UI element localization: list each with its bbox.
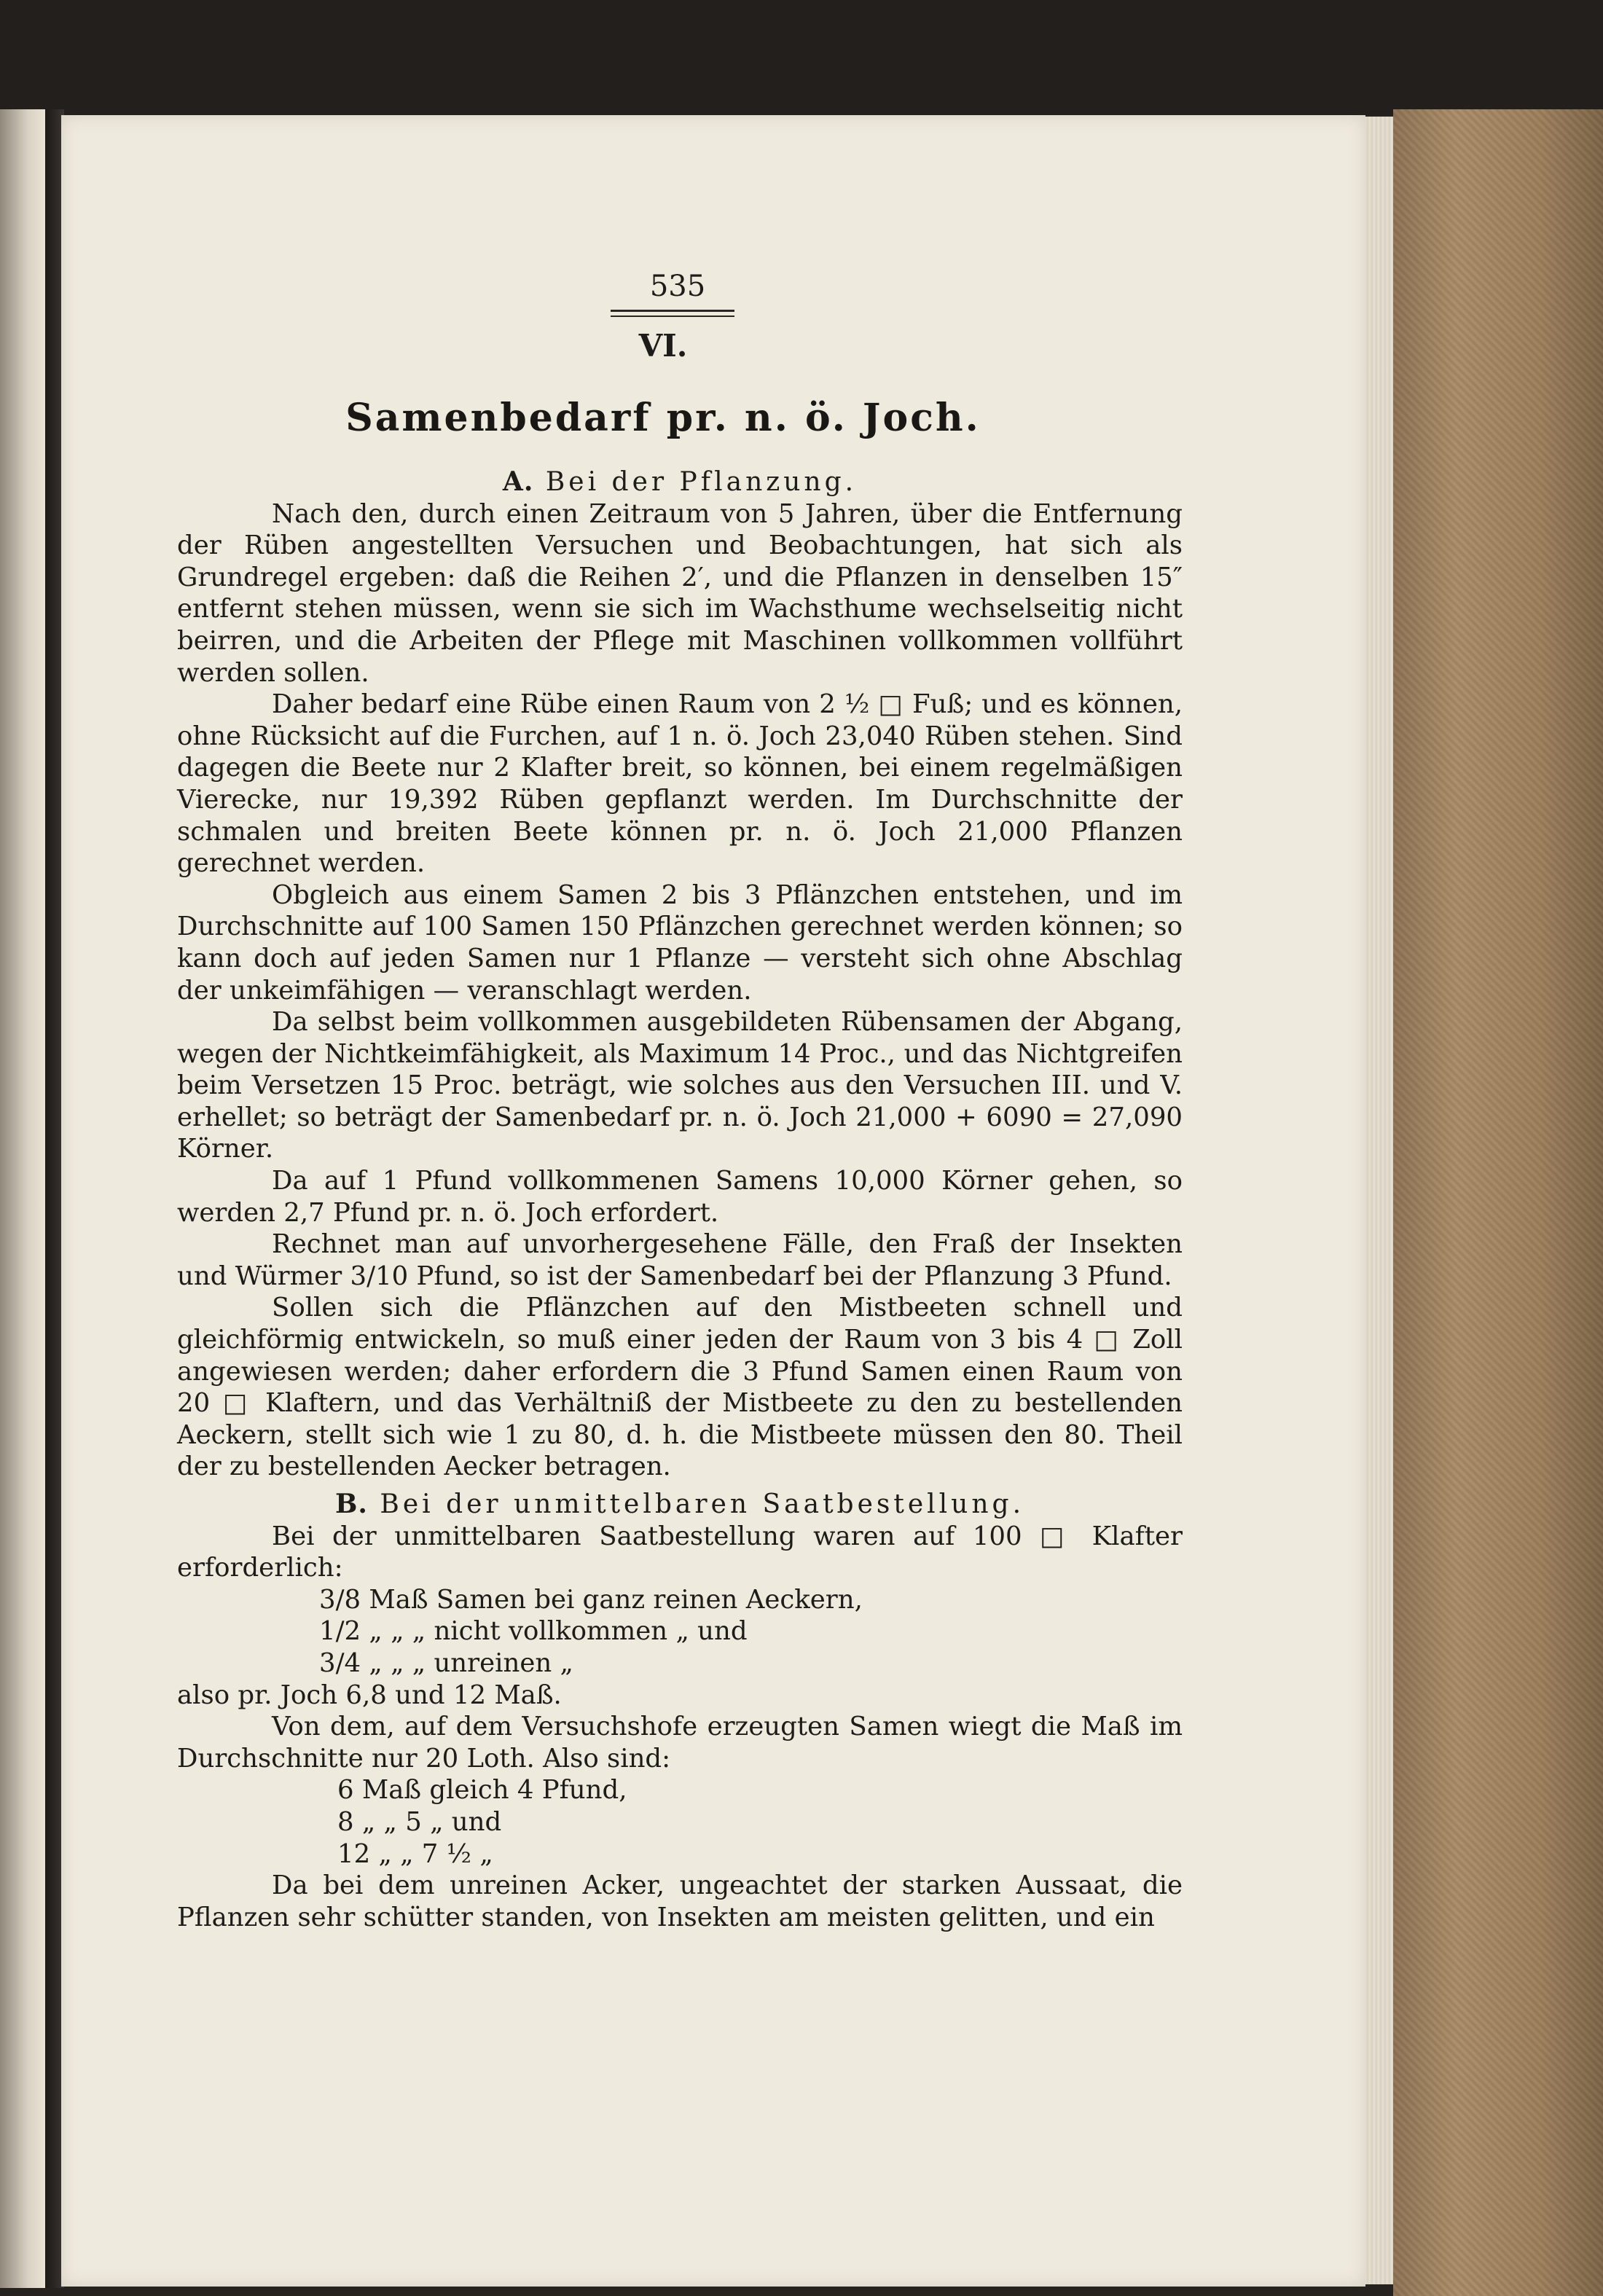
section-b-heading bbox=[177, 1489, 1183, 1521]
list-item: 12 „ „ 7 ½ „ bbox=[337, 1838, 493, 1869]
list-item: 3/8 Maß Samen bei ganz reinen Aeckern, bbox=[319, 1584, 863, 1615]
paragraph: Sollen sich die Pflänzchen auf den Mistbeeten schnell und gleichförmig entwickeln, so muß einer jeden der Raum von 3 bis 4 □ Zoll angewiesen werden; daher erfordern die 3 Pfund Samen einen Raum von 20 □ Klaftern, und das Verhältniß der Mistbeete zu den zu bestellenden Aeckern, stellt sich wie 1 zu 80, d. h. die Mistbeete müssen den 80. Theil der zu bestellenden Aecker betragen. bbox=[177, 1293, 1183, 1482]
page-title: Samenbedarf pr. n. ö. Joch. bbox=[345, 396, 981, 440]
section-a-marker: A. bbox=[502, 466, 534, 497]
list-item: 6 Maß gleich 4 Pfund, bbox=[337, 1775, 627, 1806]
section-a-heading bbox=[177, 466, 1183, 498]
text-body bbox=[177, 466, 1183, 1933]
page-number: 535 bbox=[649, 270, 706, 303]
paragraph: also pr. Joch 6,8 und 12 Maß. bbox=[177, 1680, 562, 1710]
paragraph: Obgleich aus einem Samen 2 bis 3 Pflänzchen entstehen, und im Durchschnitte auf 100 Samen 150 Pflänzchen gerechnet werden können; so kann doch auf jeden Samen nur 1 Pflanze — versteht sich ohne Abschlag der unkeimfähigen — veranschlagt werden. bbox=[177, 879, 1183, 1006]
section-b-marker: B. bbox=[334, 1489, 368, 1519]
list-item: 8 „ „ 5 „ und bbox=[337, 1806, 502, 1837]
section-a-title: Bei der Pflanzung. bbox=[545, 467, 858, 497]
section-b-title: Bei der unmittelbaren Saatbestellung. bbox=[380, 1489, 1025, 1519]
paragraph: Da selbst beim vollkommen ausgebildeten Rübensamen der Abgang, wegen der Nichtkeimfähigkeit, als Maximum 14 Proc., und das Nichtgreifen beim Versetzen 15 Proc. beträgt, wie solches aus den Versuchen III. und V. erhellet; so beträgt der Samenbedarf pr. n. ö. Joch 21,000 + 6090 = 27,090 Körner. bbox=[177, 1007, 1183, 1164]
paragraph: Bei der unmittelbaren Saatbestellung waren auf 100 □ Klafter erforderlich: bbox=[177, 1521, 1183, 1583]
list-item: 3/4 „ „ „ unreinen „ bbox=[319, 1647, 573, 1678]
section-number: VI. bbox=[638, 328, 688, 364]
paragraph: Rechnet man auf unvorhergesehene Fälle, den Fraß der Insekten und Würmer 3/10 Pfund, so ist der Samenbedarf bei der Pflanzung 3 Pfund. bbox=[177, 1229, 1183, 1291]
book-cover bbox=[1393, 109, 1603, 2296]
paragraph: Daher bedarf eine Rübe einen Raum von 2 ½ □ Fuß; und es können, ohne Rücksicht auf die Furchen, auf 1 n. ö. Joch 23,040 Rüben stehen. Sind dagegen die Beete nur 2 Klafter breit, so können, bei einem regelmäßigen Vierecke, nur 19,392 Rüben gepflanzt werden. Im Durchschnitte der schmalen und breiten Beete können pr. n. ö. Joch 21,000 Pflanzen gerechnet werden. bbox=[177, 689, 1183, 879]
paragraph: Nach den, durch einen Zeitraum von 5 Jahren, über die Entfernung der Rüben angestellten Versuchen und Beobachtungen, hat sich als Grundregel ergeben: daß die Reihen 2′, und die Pflanzen in denselben 15″ entfernt stehen müssen, wenn sie sich im Wachsthume wechselseitig nicht beirren, und die Arbeiten der Pflege mit Maschinen vollkommen vollführt werden sollen. bbox=[177, 498, 1183, 688]
paragraph: Da bei dem unreinen Acker, ungeachtet der starken Aussaat, die Pflanzen sehr schütter standen, von Insekten am meisten gelitten, und ein bbox=[177, 1870, 1183, 1932]
list-item: 1/2 „ „ „ nicht vollkommen „ und bbox=[319, 1616, 748, 1647]
background bbox=[0, 0, 1603, 115]
page-number-rule bbox=[611, 310, 734, 317]
page-edges bbox=[1365, 117, 1395, 2284]
paragraph: Da auf 1 Pfund vollkommenen Samens 10,000 Körner gehen, so werden 2,7 Pfund pr. n. ö. Joch erfordert. bbox=[177, 1166, 1183, 1228]
paragraph: Von dem, auf dem Versuchshofe erzeugten Samen wiegt die Maß im Durchschnitte nur 20 Loth. Also sind: bbox=[177, 1712, 1183, 1774]
